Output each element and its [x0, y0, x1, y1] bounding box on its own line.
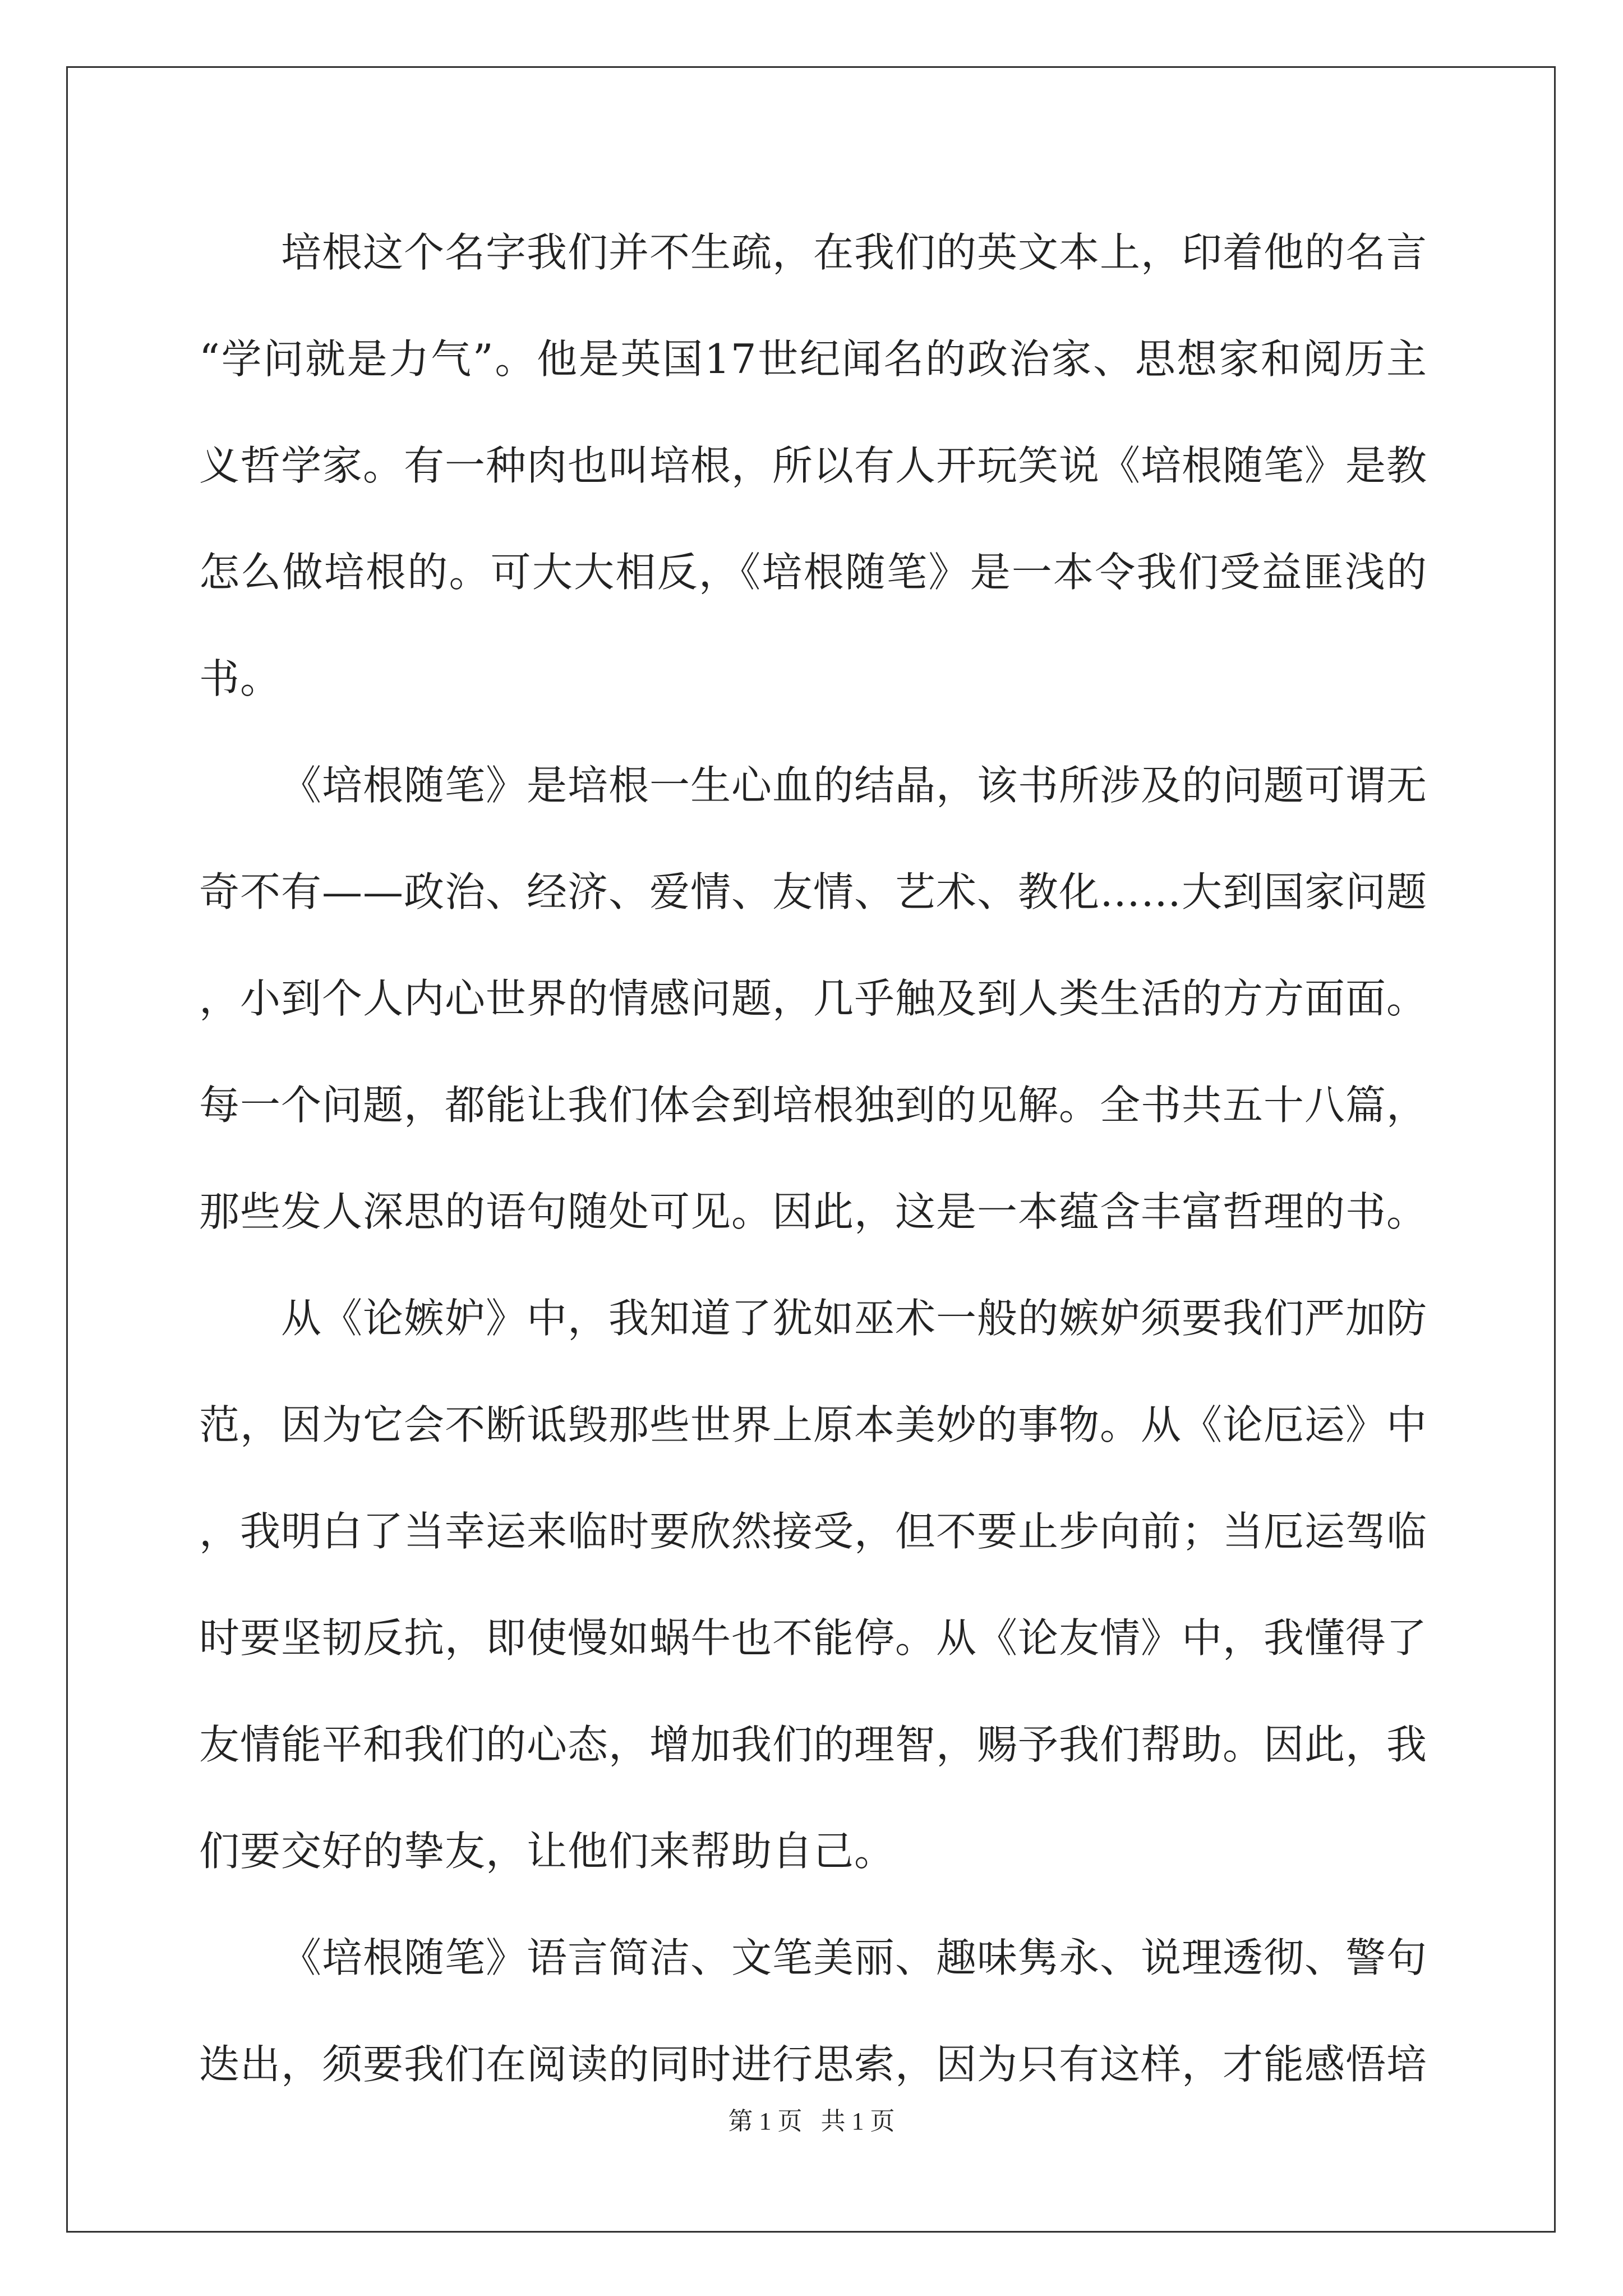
paragraph-2: 《培根随笔》是培根一生心血的结晶，该书所涉及的问题可谓无奇不有——政治、经济、爱情、友情、艺术、教化……大到国家问题，小到个人内心世界的情感问题，几乎触及到人类生活的方方面面。每一个问题，都能让我们体会到培根独到的见解。全书共五十八篇，那些发人深思的语句随处可见。因此，这是一本蕴含丰富哲理的书。 [199, 762, 1428, 1235]
paragraph-1: 培根这个名字我们并不生疏，在我们的英文本上，印着他的名言“学问就是力气”。他是英国17世纪闻名的政治家、思想家和阅历主义哲学家。有一种肉也叫培根，所以有人开玩笑说《培根随笔》是教怎么做培根的。可大大相反，《培根随笔》是一本令我们受益匪浅的书。 [199, 229, 1428, 702]
page-total: 共 1 页 [820, 2108, 895, 2135]
paragraph-4: 《培根随笔》语言简洁、文笔美丽、趣味隽永、说理透彻、警句迭出，须要我们在阅读的同时进行思索，因为只有这样，才能感悟培 [199, 1934, 1428, 2088]
paragraph-3: 从《论嫉妒》中，我知道了犹如巫术一般的嫉妒须要我们严加防范，因为它会不断诋毁那些世界上原本美妙的事物。从《论厄运》中，我明白了当幸运来临时要欣然接受，但不要止步向前；当厄运驾临 时要坚韧反抗，即使慢如蜗牛也不能停。从《论友情》中，我懂得了友情能平和我们的心态，增加我们的理智，赐予我们帮助。因此，我们要交好的挚友，让他们来帮助自己。 [199, 1295, 1428, 1875]
document-body [199, 199, 1427, 2118]
page-footer [0, 2101, 1623, 2137]
page-number: 第 1 页 [728, 2108, 803, 2135]
